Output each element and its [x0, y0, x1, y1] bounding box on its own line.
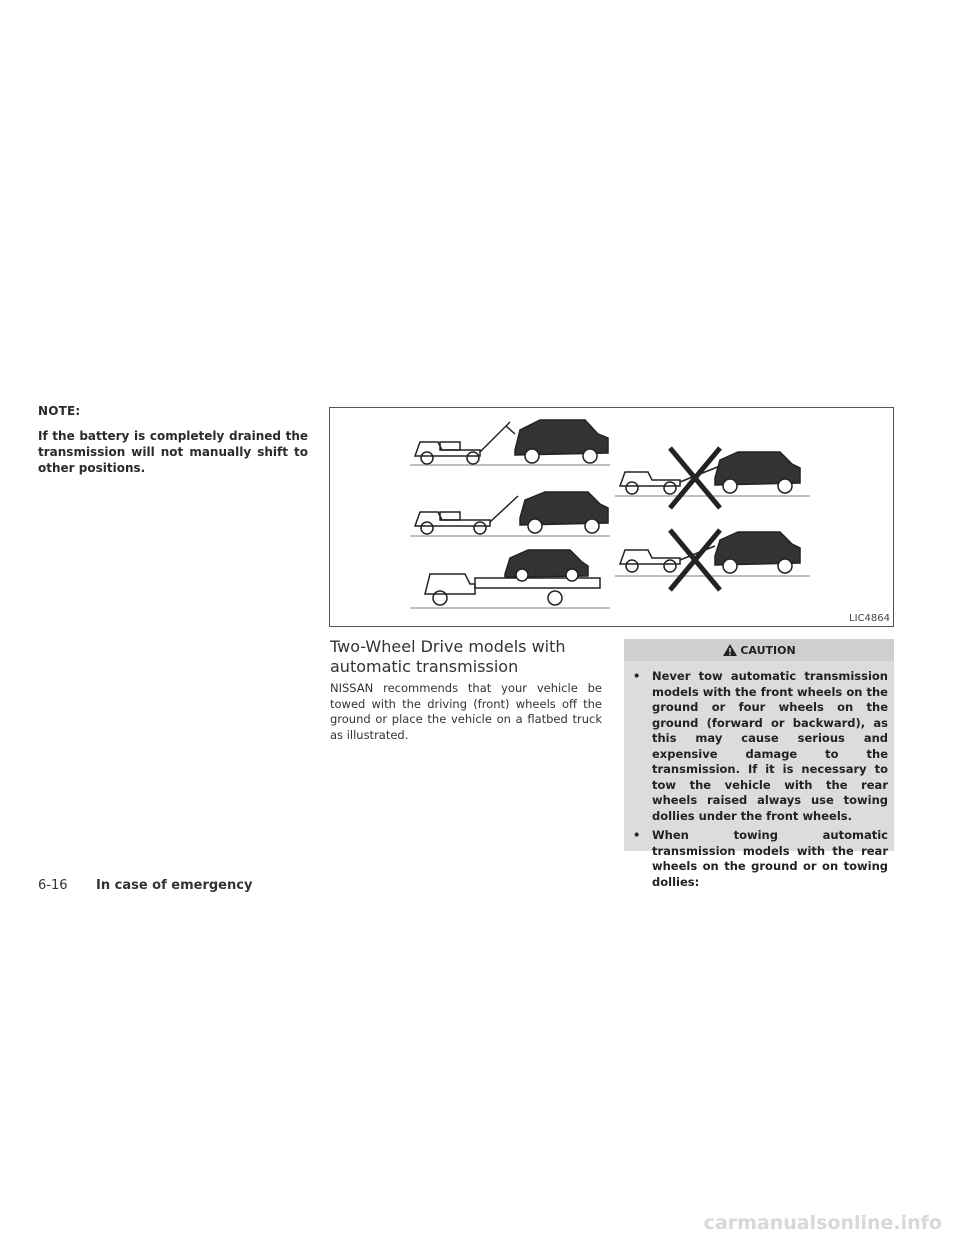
bullet-icon: •	[633, 828, 641, 842]
suv-towed-2	[520, 492, 608, 533]
suv-towed-1	[515, 420, 608, 463]
chapter-title: In case of emergency	[96, 878, 253, 893]
bullet-icon: •	[633, 669, 641, 683]
caution-item-text: Never tow automatic transmission models with the front wheels on the ground or four wheels on the ground (forward or backward), as this may cause serious and expensive damage to the transmission. If it is necessary to tow the vehicle with the rear wheels raised always use towing dollies under the front wheels.	[652, 669, 888, 823]
figure-code: LIC4864	[849, 613, 890, 624]
caution-list	[624, 661, 894, 890]
prohibited-cross-1	[670, 448, 720, 508]
note-body: If the battery is completely drained the transmission will not manually shift to other positions.	[38, 429, 308, 475]
section-body: NISSAN recommends that your vehicle be towed with the driving (front) wheels off the ground or place the vehicle on a flatbed truck as illustrated.	[330, 681, 602, 742]
caution-item	[630, 669, 888, 824]
towing-illustration	[329, 407, 894, 627]
caution-title: CAUTION	[740, 643, 796, 657]
warning-icon	[722, 643, 738, 657]
flatbed-truck	[410, 574, 610, 608]
caution-item	[630, 828, 888, 890]
page-number: 6-16	[38, 878, 68, 893]
caution-box	[624, 639, 894, 889]
section-title-line-2: automatic transmission	[330, 657, 519, 676]
caution-header	[624, 639, 894, 661]
section-title-line-1: Two-Wheel Drive models with	[330, 637, 566, 656]
suv-on-flatbed	[505, 550, 588, 581]
caution-item-text: When towing automatic transmission models with the rear wheels on the ground or on towing dollies:	[652, 828, 888, 889]
watermark: carmanualsonline.info	[703, 1212, 942, 1234]
section-title	[330, 637, 610, 677]
towing-drawing	[330, 408, 893, 626]
note-heading: NOTE:	[38, 404, 81, 418]
